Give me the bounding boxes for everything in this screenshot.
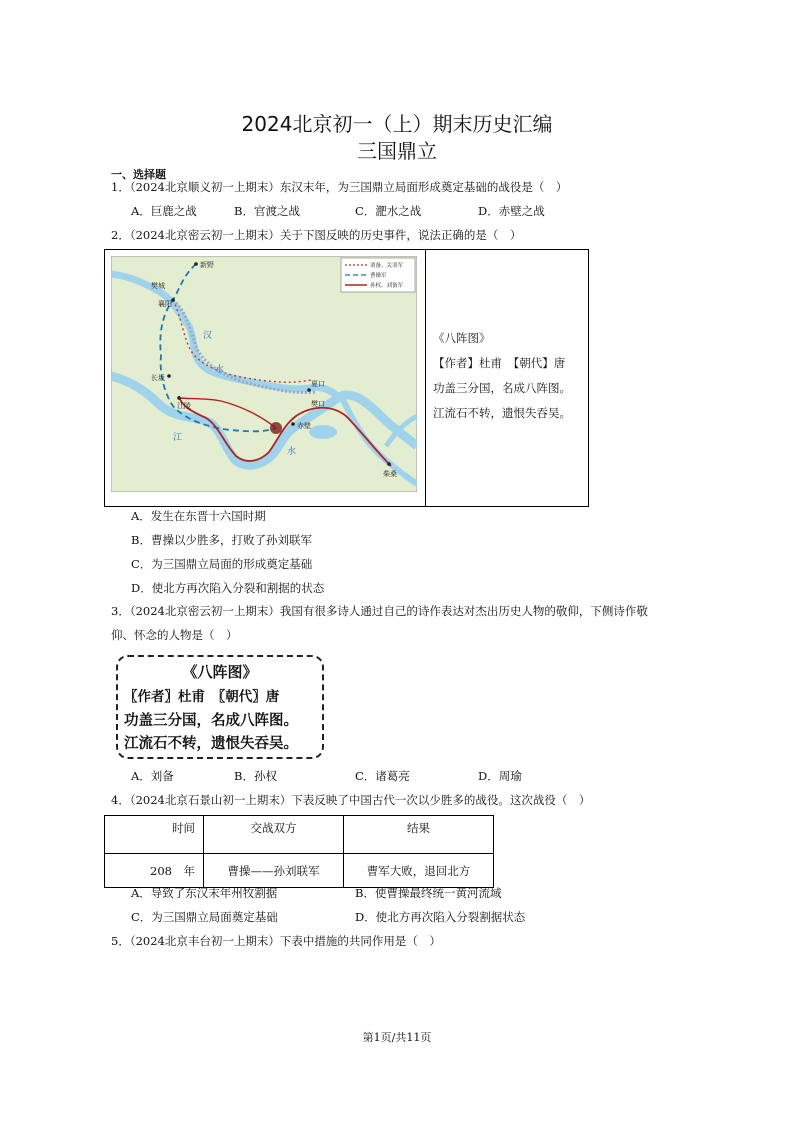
question-2-stem: 2．（2024北京密云初一上期末）关于下图反映的历史事件，说法正确的是（ ） bbox=[111, 228, 522, 242]
city-dot bbox=[167, 374, 171, 378]
place-xiakou: 夏口 bbox=[311, 380, 325, 388]
map-legend bbox=[341, 258, 415, 292]
red-cliffs-map bbox=[111, 256, 417, 492]
city-dot bbox=[194, 262, 198, 266]
q2-poem-author: 【作者】杜甫 【朝代】唐 bbox=[433, 356, 566, 370]
q3-poem-line-2: 江流石不转，遗恨失吞吴。 bbox=[124, 735, 298, 752]
q1-option-c: C．淝水之战 bbox=[355, 204, 422, 218]
q1-option-d: D．赤壁之战 bbox=[478, 204, 545, 218]
q2-poem-title: 《八阵图》 bbox=[433, 331, 491, 345]
city-dot bbox=[387, 462, 391, 466]
q2-poem bbox=[433, 326, 571, 426]
q2-option-b: B．曹操以少胜多，打败了孙刘联军 bbox=[131, 533, 312, 547]
q3-poem-author: 〖作者〗杜甫 〖朝代〗唐 bbox=[124, 689, 280, 705]
q4-table bbox=[104, 815, 494, 888]
q2-option-c: C．为三国鼎立局面的形成奠定基础 bbox=[131, 557, 313, 571]
q3-option-a: A．刘备 bbox=[131, 769, 174, 783]
table-header-parties: 交战双方 bbox=[204, 816, 344, 854]
river-label-han-shui: 水 bbox=[215, 365, 225, 375]
q1-option-b: B．官渡之战 bbox=[234, 204, 300, 218]
q3-option-d: D．周瑜 bbox=[478, 769, 522, 783]
place-xiangyang: 襄阳 bbox=[158, 300, 172, 308]
q3-option-b: B．孙权 bbox=[234, 769, 277, 783]
table-row bbox=[105, 854, 494, 888]
table-header-result: 结果 bbox=[344, 816, 494, 854]
question-1-stem: 1．（2024北京顺义初一上期末）东汉末年，为三国鼎立局面形成奠定基础的战役是（ ） bbox=[111, 180, 568, 194]
q3-option-c: C．诸葛亮 bbox=[355, 769, 410, 783]
battle-marker bbox=[270, 422, 282, 434]
city-dot bbox=[177, 396, 181, 400]
lake bbox=[309, 425, 337, 439]
table-header-time: 时间 bbox=[105, 816, 204, 854]
q2-option-a: A．发生在东晋十六国时期 bbox=[131, 509, 266, 523]
table-cell-parties: 曹操——孙刘联军 bbox=[204, 854, 344, 888]
document-title: 2024北京初一（上）期末历史汇编 bbox=[241, 112, 553, 136]
figure-divider bbox=[425, 250, 426, 506]
river-label-han: 汉 bbox=[203, 331, 213, 341]
place-chibi: 赤壁 bbox=[297, 422, 311, 430]
q4-option-a: A．导致了东汉末年州牧割据 bbox=[131, 886, 278, 900]
city-dot bbox=[291, 422, 295, 426]
place-changban: 长坂 bbox=[151, 374, 165, 382]
place-fankou: 樊口 bbox=[311, 400, 325, 408]
place-fancheng: 樊城 bbox=[151, 282, 165, 290]
page-footer: 第1页/共11页 bbox=[362, 1031, 432, 1044]
document-subtitle: 三国鼎立 bbox=[357, 139, 437, 163]
q3-poem-title: 《八阵图》 bbox=[182, 663, 258, 681]
q2-figure-box bbox=[104, 249, 589, 507]
place-jiangling: 江陵 bbox=[177, 402, 191, 410]
table-cell-result: 曹军大败，退回北方 bbox=[344, 854, 494, 888]
question-3-stem-line-1: 3．（2024北京密云初一上期末）我国有很多诗人通过自己的诗作表达对杰出历史人物的敬仰，下侧诗作敬 bbox=[111, 604, 648, 618]
table-cell-time: 208 年 bbox=[105, 854, 204, 888]
legend-label-sun-liu: 孙权、刘备军 bbox=[370, 283, 404, 289]
q2-poem-line-1: 功盖三分国，名成八阵图。 bbox=[433, 381, 571, 395]
q2-option-d: D．使北方再次陷入分裂和割据的状态 bbox=[131, 581, 325, 595]
river-label-jiang-shui: 水 bbox=[287, 447, 297, 457]
table-header-row bbox=[105, 816, 494, 854]
section-heading: 一、选择题 bbox=[111, 168, 166, 181]
q3-poem-line-1: 功盖三分国，名成八阵图。 bbox=[124, 712, 298, 729]
question-5-stem: 5．（2024北京丰台初一上期末）下表中措施的共同作用是（ ） bbox=[111, 934, 441, 948]
q2-poem-line-2: 江流石不转，遗恨失吞吴。 bbox=[433, 406, 571, 420]
q4-option-d: D．使北方再次陷入分裂割据状态 bbox=[355, 910, 526, 924]
question-3-stem-line-2: 仰、怀念的人物是（ ） bbox=[111, 628, 238, 642]
q3-poem-card bbox=[116, 655, 324, 759]
q4-option-b: B．使曹操最终统一黄河流域 bbox=[355, 886, 502, 900]
legend-label-liu-guan: 刘备、关羽军 bbox=[370, 263, 404, 269]
city-dot bbox=[307, 388, 311, 392]
place-xinye: 新野 bbox=[200, 261, 214, 269]
q1-option-a: A．巨鹿之战 bbox=[131, 204, 197, 218]
question-4-stem: 4．（2024北京石景山初一上期末）下表反映了中国古代一次以少胜多的战役。这次战役（ ） bbox=[111, 793, 591, 807]
legend-label-cao: 曹操军 bbox=[370, 273, 387, 279]
place-chaisang: 柴桑 bbox=[383, 470, 397, 478]
river-label-jiang: 江 bbox=[173, 433, 183, 443]
q4-option-c: C．为三国鼎立局面奠定基础 bbox=[131, 910, 278, 924]
